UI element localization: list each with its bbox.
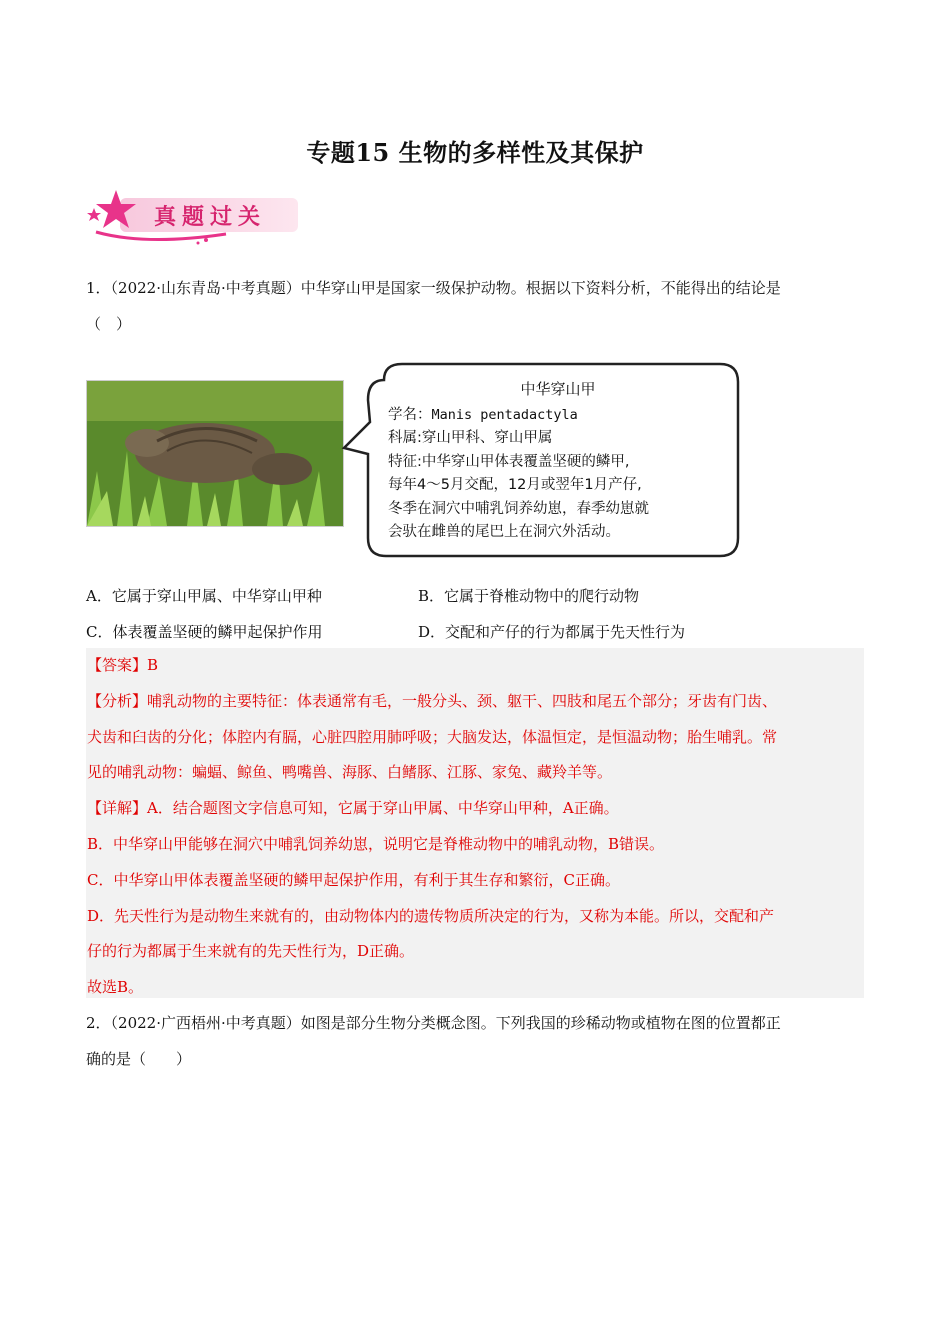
question-1-options xyxy=(86,578,866,650)
detail-line: 仔的行为都属于生来就有的先天性行为，D正确。 xyxy=(87,942,415,961)
info-card-line: 会驮在雌兽的尾巴上在洞穴外活动。 xyxy=(388,524,620,540)
detail-line: 【详解】A．结合题图文字信息可知，它属于穿山甲属、中华穿山甲种，A正确。 xyxy=(87,799,619,818)
detail-line: B．中华穿山甲能够在洞穴中哺乳饲养幼崽，说明它是脊椎动物中的哺乳动物，B错误。 xyxy=(87,834,665,853)
page-title: 专题15 生物的多样性及其保护 xyxy=(306,138,644,167)
info-card-latin-name: Manis pentadactyla xyxy=(431,406,578,423)
detail-line: C．中华穿山甲体表覆盖坚硬的鳞甲起保护作用，有利于其生存和繁衍，C正确。 xyxy=(87,870,620,889)
answer-explanation-box xyxy=(86,648,864,998)
info-card-line: 特征:中华穿山甲体表覆盖坚硬的鳞甲, xyxy=(388,453,630,470)
section-banner xyxy=(86,188,301,246)
question-2-line-1: 2．（2022·广西梧州·中考真题）如图是部分生物分类概念图。下列我国的珍稀动物或植物在图的位置都正 xyxy=(86,1014,781,1032)
pangolin-figure xyxy=(86,360,746,565)
question-2-line-2: 确的是（ ） xyxy=(86,1050,192,1068)
analysis-line: 【分析】哺乳动物的主要特征：体表通常有毛，一般分头、颈、躯干、四肢和尾五个部分；牙齿有门齿、 xyxy=(87,691,778,710)
answer-line: 【答案】B xyxy=(87,656,159,674)
analysis-line: 犬齿和臼齿的分化；体腔内有膈，心脏四腔用肺呼吸；大脑发达，体温恒定，是恒温动物；胎生哺乳。常 xyxy=(87,727,778,746)
info-card-line: 科属:穿山甲科、穿山甲属 xyxy=(388,430,553,446)
analysis-line: 见的哺乳动物：蝙蝠、鲸鱼、鸭嘴兽、海豚、白鳍豚、江豚、家兔、藏羚羊等。 xyxy=(87,763,613,782)
info-card-line: 冬季在洞穴中哺乳饲养幼崽，春季幼崽就 xyxy=(388,500,649,517)
option-b: B．它属于脊椎动物中的爬行动物 xyxy=(418,587,640,605)
option-c: C．体表覆盖坚硬的鳞甲起保护作用 xyxy=(86,623,323,641)
info-card-scientific-name xyxy=(388,404,728,428)
question-1-line-1: 1．（2022·山东青岛·中考真题）中华穿山甲是国家一级保护动物。根据以下资料分析，不能得出的结论是 xyxy=(86,279,781,297)
banner-label: 真题过关 xyxy=(154,205,267,230)
option-a: A．它属于穿山甲属、中华穿山甲种 xyxy=(86,587,322,605)
question-1-stem xyxy=(86,270,866,342)
question-1-line-2: （ ） xyxy=(86,315,132,333)
option-d: D．交配和产仔的行为都属于先天性行为 xyxy=(418,623,686,641)
conclusion-line: 故选B。 xyxy=(87,978,144,997)
info-card-title: 中华穿山甲 xyxy=(520,380,596,398)
info-card xyxy=(388,378,728,545)
question-2-stem xyxy=(86,1005,866,1077)
info-card-label: 学名： xyxy=(388,406,432,423)
detail-line: D．先天性行为是动物生来就有的，由动物体内的遗传物质所决定的行为，又称为本能。所以，交配和产 xyxy=(87,906,775,925)
info-card-line: 每年4～5月交配，12月或翌年1月产仔, xyxy=(388,477,642,493)
pangolin-photo xyxy=(86,380,344,527)
